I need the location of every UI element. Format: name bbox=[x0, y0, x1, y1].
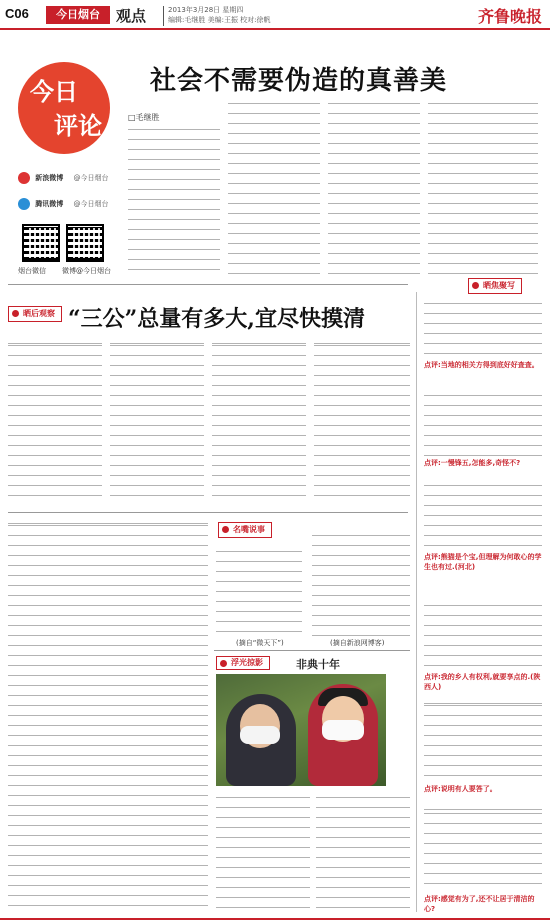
masthead bbox=[0, 0, 550, 30]
feature-headline: “三公”总量有多大,宜尽快摸清 bbox=[68, 306, 365, 332]
badge-line1: 今日 bbox=[30, 78, 78, 106]
weibo-account[interactable]: @今日烟台 bbox=[73, 174, 109, 182]
masthead-divider bbox=[163, 6, 164, 26]
right-item-1 bbox=[424, 298, 542, 358]
section-tag: 今日烟台 bbox=[46, 6, 110, 24]
right-comment-5: 点评:说明有人要答了。 bbox=[424, 785, 497, 793]
editor-credits: 编辑:毛继胜 美编:王振 校对:徐帆 bbox=[168, 16, 271, 24]
editorial-column-1 bbox=[128, 124, 220, 274]
section-divider bbox=[214, 650, 410, 651]
editorial-column-2 bbox=[228, 98, 320, 274]
reader-credit-left: (摘自“微天下”) bbox=[236, 639, 284, 647]
tencent-icon bbox=[18, 198, 30, 210]
right-item-3 bbox=[424, 480, 542, 550]
right-item-4 bbox=[424, 600, 542, 670]
newspaper-brand: 齐鲁晚报 bbox=[477, 7, 542, 26]
right-item-5 bbox=[424, 700, 542, 782]
editorial-headline: 社会不需要伪造的真善美 bbox=[150, 66, 448, 96]
photo-title: 非典十年 bbox=[296, 658, 340, 671]
qr-caption-left: 烟台微信 bbox=[18, 267, 46, 275]
feature-column-4 bbox=[314, 340, 410, 502]
column-divider bbox=[416, 292, 417, 912]
photo-masked-people bbox=[216, 674, 386, 786]
section-divider bbox=[8, 284, 408, 285]
photo-column-2 bbox=[316, 792, 410, 912]
tencent-name: 腾讯微博 bbox=[35, 200, 64, 208]
reader-column-2 bbox=[312, 530, 410, 636]
editorial-badge bbox=[18, 62, 110, 154]
tencent-row[interactable] bbox=[18, 198, 108, 214]
feature-tag: 晒后观察 bbox=[8, 306, 62, 322]
badge-line2: 评论 bbox=[54, 112, 102, 140]
right-item-6 bbox=[424, 808, 542, 892]
editorial-byline: □毛继胜 bbox=[128, 113, 160, 122]
top-rule bbox=[0, 28, 550, 30]
reader-column-1 bbox=[216, 546, 302, 636]
qr-caption-right: 微博@今日烟台 bbox=[62, 267, 111, 275]
bottom-rule bbox=[0, 918, 550, 920]
section-divider bbox=[8, 512, 408, 513]
right-comment-1: 点评:当地的相关方得到底好好查查。 bbox=[424, 361, 539, 369]
editorial-column-4 bbox=[428, 98, 538, 274]
feature-column-3 bbox=[212, 340, 306, 502]
left-lower-column bbox=[8, 520, 208, 912]
photo-column-1 bbox=[216, 792, 310, 912]
reader-tag: 名嘴说事 bbox=[218, 522, 272, 538]
right-column-tag: 晒焦聚写 bbox=[468, 278, 522, 294]
feature-column-2 bbox=[110, 340, 204, 502]
feature-column-1 bbox=[8, 340, 102, 502]
right-comment-3: 点评:熊猫是个宝,但理解为何敢心的学生也有过.(河北) bbox=[424, 553, 542, 571]
weibo-icon bbox=[18, 172, 30, 184]
issue-date: 2013年3月28日 星期四 bbox=[168, 6, 244, 14]
qr-code-icon[interactable] bbox=[66, 224, 104, 262]
weibo-row[interactable] bbox=[18, 172, 108, 188]
weibo-name: 新浪微博 bbox=[35, 174, 64, 182]
section-name: 观点 bbox=[116, 7, 147, 25]
editorial-column-3 bbox=[328, 98, 420, 274]
reader-credit-right: (摘自新浪网博客) bbox=[330, 639, 385, 647]
right-item-2 bbox=[424, 390, 542, 456]
photo-tag: 浮光掠影 bbox=[216, 656, 270, 670]
right-comment-6: 点评:感觉有为了,还不让居于清洁的心? bbox=[424, 895, 535, 913]
right-comment-2: 点评:一慢锋五,怎能多,奇怪不? bbox=[424, 459, 521, 467]
qr-code-icon[interactable] bbox=[22, 224, 60, 262]
right-comment-4: 点评:我的乡人有权利,就要享点的.(陕西人) bbox=[424, 673, 541, 691]
tencent-account[interactable]: @今日烟台 bbox=[73, 200, 109, 208]
page-number: C06 bbox=[5, 6, 29, 21]
